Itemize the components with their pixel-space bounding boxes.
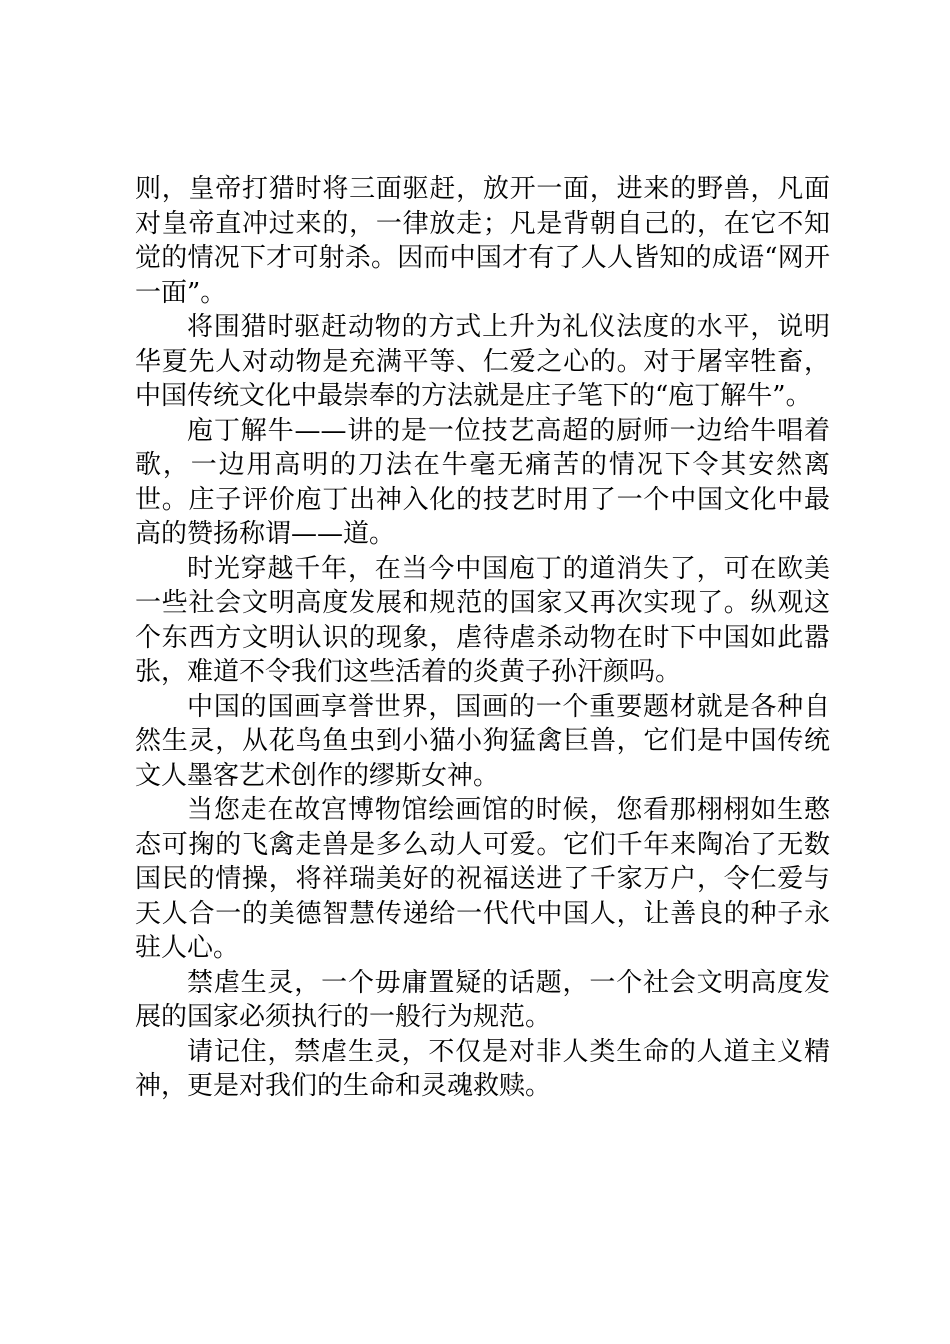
- paragraph: 当您走在故宫博物馆绘画馆的时候，您看那栩栩如生憨态可掬的飞禽走兽是多么动人可爱。它们千年来陶冶了无数国民的情操，将祥瑞美好的祝福送进了千家万户，令仁爱与天人合一的美德智慧传递给一代代中国人，让善良的种子永驻人心。: [135, 795, 830, 963]
- paragraph: 禁虐生灵，一个毋庸置疑的话题，一个社会文明高度发展的国家必须执行的一般行为规范。: [135, 967, 830, 1032]
- paragraph-continued: 则，皇帝打猎时将三面驱赶，放开一面，进来的野兽，凡面对皇帝直冲过来的，一律放走；凡是背朝自己的，在它不知觉的情况下才可射杀。因而中国才有了人人皆知的成语“网开一面”。: [135, 174, 830, 308]
- paragraph: 中国的国画享誉世界，国画的一个重要题材就是各种自然生灵，从花鸟鱼虫到小猫小狗猛禽巨兽，它们是中国传统文人墨客艺术创作的缪斯女神。: [135, 691, 830, 791]
- paragraph: 庖丁解牛——讲的是一位技艺高超的厨师一边给牛唱着歌，一边用高明的刀法在牛毫无痛苦的情况下令其安然离世。庄子评价庖丁出神入化的技艺时用了一个中国文化中最高的赞扬称谓——道。: [135, 415, 830, 549]
- paragraph: 将围猎时驱赶动物的方式上升为礼仪法度的水平，说明华夏先人对动物是充满平等、仁爱之心的。对于屠宰牲畜，中国传统文化中最崇奉的方法就是庄子笔下的“庖丁解牛”。: [135, 312, 830, 411]
- paragraph: 请记住，禁虐生灵，不仅是对非人类生命的人道主义精神，更是对我们的生命和灵魂救赎。: [135, 1036, 830, 1101]
- document-body: [135, 172, 830, 1104]
- paragraph: 时光穿越千年，在当今中国庖丁的道消失了，可在欧美一些社会文明高度发展和规范的国家又再次实现了。纵观这个东西方文明认识的现象，虐待虐杀动物在时下中国如此嚣张，难道不令我们这些活着的炎黄子孙汗颜吗。: [135, 553, 830, 687]
